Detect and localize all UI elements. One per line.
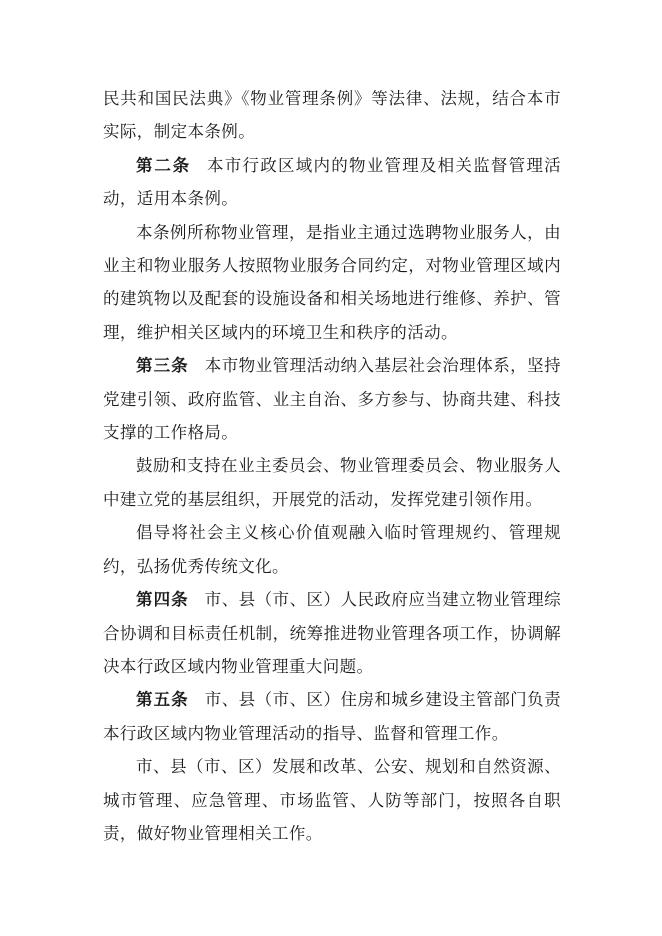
document-body [103,82,561,850]
paragraph-text: 本条例所称物业管理，是指业主通过选聘物业服务人，由业主和物业服务人按照物业服务合同约定，对物业管理区域内的建筑物以及配套的设施设备和相关场地进行维修、养护、管理，维护相关区域内的环境卫生和秩序的活动。 [103,222,561,342]
article-3-paragraph-2 [103,449,561,516]
article-heading: 第三条 [136,356,189,376]
paragraph-text: 鼓励和支持在业主委员会、物业管理委员会、物业服务人中建立党的基层组织，开展党的活动，发挥党建引领作用。 [103,456,561,509]
paragraph-text: 民共和国民法典》《物业管理条例》等法律、法规，结合本市实际，制定本条例。 [103,89,561,142]
article-3-paragraph-3 [103,516,561,583]
article-3 [103,349,561,449]
article-5-paragraph-2 [103,750,561,850]
article-2-paragraph-2 [103,216,561,350]
article-4 [103,583,561,683]
article-heading: 第五条 [136,690,189,710]
paragraph-text: 市、县（市、区）发展和改革、公安、规划和自然资源、城市管理、应急管理、市场监管、人防等部门，按照各自职责，做好物业管理相关工作。 [103,757,561,843]
article-heading: 第四条 [136,590,189,610]
paragraph-text: 市、县（市、区）人民政府应当建立物业管理综合协调和目标责任机制，统筹推进物业管理各项工作，协调解决本行政区域内物业管理重大问题。 [103,590,562,676]
article-5 [103,683,561,750]
paragraph-text: 倡导将社会主义核心价值观融入临时管理规约、管理规约，弘扬优秀传统文化。 [103,523,561,576]
paragraph-text: 本市物业管理活动纳入基层社会治理体系，坚持党建引领、政府监管、业主自治、多方参与、协商共建、科技支撑的工作格局。 [103,356,562,443]
paragraph-text: 本市行政区域内的物业管理及相关监督管理活动，适用本条例。 [103,155,562,209]
paragraph-text: 市、县（市、区）住房和城乡建设主管部门负责本行政区域内物业管理活动的指导、监督和管理工作。 [103,690,562,743]
article-heading: 第二条 [136,155,192,175]
paragraph-continuation [103,82,561,149]
article-2 [103,149,561,216]
